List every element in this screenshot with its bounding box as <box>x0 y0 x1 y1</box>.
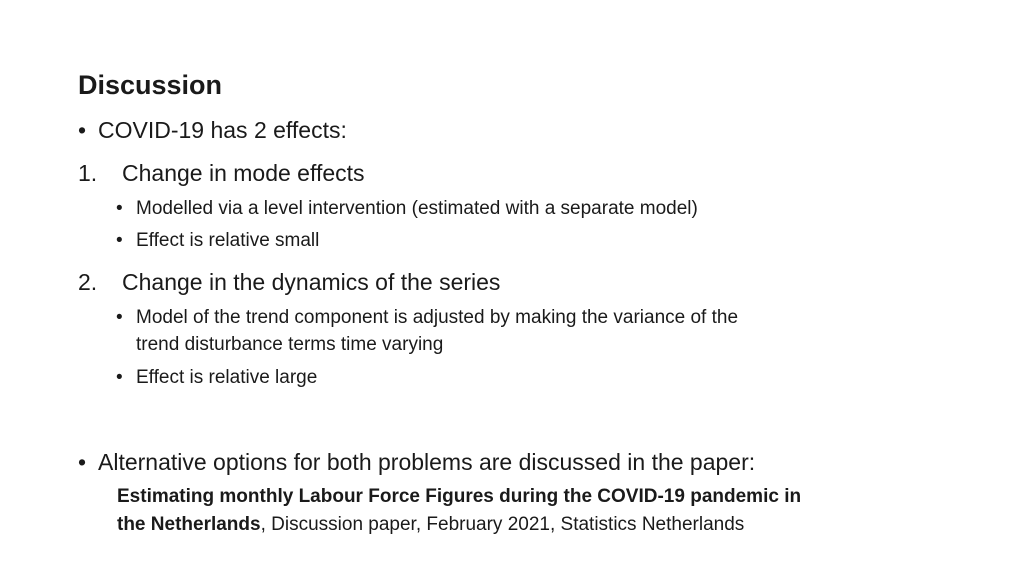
paper-title-part-2: the Netherlands <box>117 514 261 535</box>
item-text: Change in mode effects <box>122 160 365 186</box>
numbered-item-1 <box>0 158 1024 188</box>
bullet-glyph: • <box>116 307 123 328</box>
sub-bullet-trend-component-continuation <box>0 332 1024 358</box>
bullet-glyph: • <box>116 198 123 219</box>
sub-bullet-effect-large <box>0 365 1024 391</box>
sub-bullet-text: Effect is relative small <box>136 230 320 251</box>
sub-bullet-text-continuation: trend disturbance terms time varying <box>136 334 444 355</box>
sub-bullet-text: Model of the trend component is adjusted by making the variance of the <box>136 307 739 328</box>
paper-reference-line-1 <box>117 483 801 511</box>
item-number: 2. <box>78 269 98 295</box>
bullet-item-covid-effects <box>0 115 1024 145</box>
sub-bullet-text: Effect is relative large <box>136 367 318 388</box>
bullet-text: COVID-19 has 2 effects: <box>98 117 347 143</box>
bullet-glyph: • <box>78 449 87 475</box>
paper-reference-line-2 <box>117 511 744 539</box>
sub-bullet-trend-component <box>0 305 1024 331</box>
bullet-glyph: • <box>78 117 87 143</box>
sub-bullet-text: Modelled via a level intervention (estimated with a separate model) <box>136 198 698 219</box>
bullet-glyph: • <box>116 230 123 251</box>
sub-bullet-level-intervention <box>0 196 1024 222</box>
paper-reference-details: , Discussion paper, February 2021, Statistics Netherlands <box>260 514 745 535</box>
bullet-glyph: • <box>116 367 123 388</box>
slide-heading: Discussion <box>78 70 223 100</box>
bullet-item-alternative-options <box>0 447 1024 477</box>
bullet-text: Alternative options for both problems are discussed in the paper: <box>98 449 756 475</box>
paper-title-part-1: Estimating monthly Labour Force Figures during the COVID-19 pandemic in <box>117 486 802 507</box>
sub-bullet-effect-small <box>0 228 1024 254</box>
item-number: 1. <box>78 160 98 186</box>
item-text: Change in the dynamics of the series <box>122 269 501 295</box>
numbered-item-2 <box>0 267 1024 297</box>
